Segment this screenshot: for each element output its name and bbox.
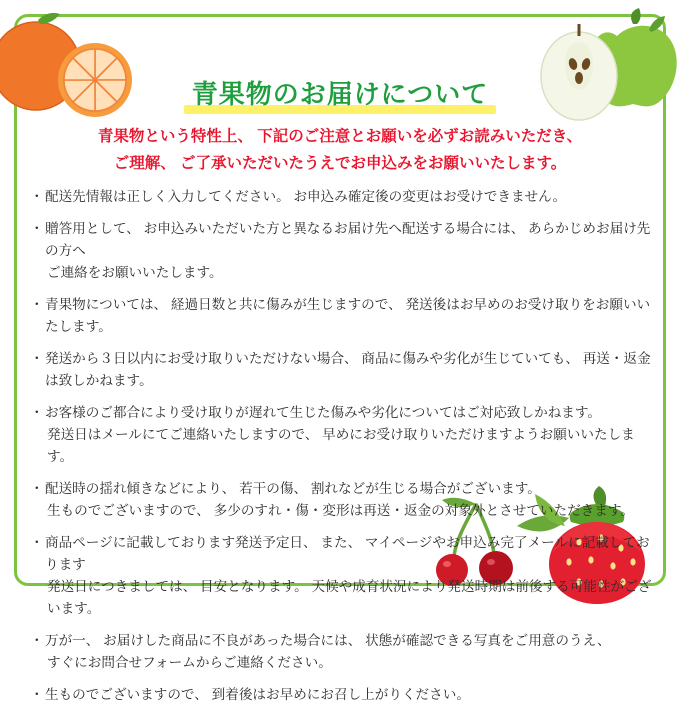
- note-line: 発送日につきましては、 目安となります。 天候や成育状況により発送時期は前後する可能性がございます。: [47, 579, 652, 617]
- note-line: 生ものでございますので、 多少のすれ・傷・変形は再送・返金の対象外とさせていただきます。: [47, 503, 634, 519]
- list-item: [30, 402, 654, 468]
- note-line: ・ 青果物については、 経過日数と共に傷みが生じますので、 発送後はお早めのお受け取りをお願いいたします。: [45, 297, 651, 335]
- note-line: ・ 商品ページに記載しております発送予定日、 また、 マイページやお申込み完了メールに記載しております: [45, 535, 650, 573]
- note-line: ・ 発送から３日以内にお受け取りいただけない場合、 商品に傷みや劣化が生じていても、 再送・返金は致しかねます。: [45, 351, 651, 389]
- list-item: [30, 348, 654, 392]
- list-item: [30, 630, 654, 674]
- list-item: [30, 218, 654, 284]
- note-line: 発送日はメールにてご連絡いたしますので、 早めにお受け取りいただけますようお願いいたします。: [47, 427, 635, 465]
- note-line: すぐにお問合せフォームからご連絡ください。: [47, 655, 332, 671]
- page-title-wrap: [0, 74, 680, 111]
- note-line: ・ 贈答用として、 お申込みいただいた方と異なるお届け先へ配送する場合には、 あらかじめお届け先の方へ: [45, 221, 651, 259]
- note-line: ・ お客様のご都合により受け取りが遅れて生じた傷みや劣化についてはご対応致しかねます。: [45, 405, 601, 421]
- note-line: ・ 生ものでございますので、 到着後はお早めにお召し上がりください。: [45, 687, 470, 703]
- list-item: [30, 294, 654, 338]
- lead-line-1: 青果物という特性上、 下記のご注意とお願いを必ずお読みいただき、: [97, 128, 583, 145]
- page-title: 青果物のお届けについて: [186, 74, 494, 111]
- lead-paragraph: [0, 124, 680, 177]
- note-line: ・ 万が一、 お届けした商品に不良があった場合には、 状態が確認できる写真をご用意のうえ、: [45, 633, 611, 649]
- list-item: [30, 186, 654, 208]
- list-item: [30, 532, 654, 620]
- note-line: ・ 配送先情報は正しく入力してください。 お申込み確定後の変更はお受けできません。: [45, 189, 567, 204]
- list-item: [30, 684, 654, 706]
- lead-line-2: ご理解、 ご了承いただいたうえでお申込みをお願いいたします。: [113, 154, 567, 172]
- note-line: ご連絡をお願いいたします。: [47, 265, 223, 281]
- list-item: [30, 478, 654, 522]
- notes-list: [30, 186, 654, 716]
- note-line: ・ 配送時の揺れ傾きなどにより、 若干の傷、 割れなどが生じる場合がございます。: [45, 481, 541, 497]
